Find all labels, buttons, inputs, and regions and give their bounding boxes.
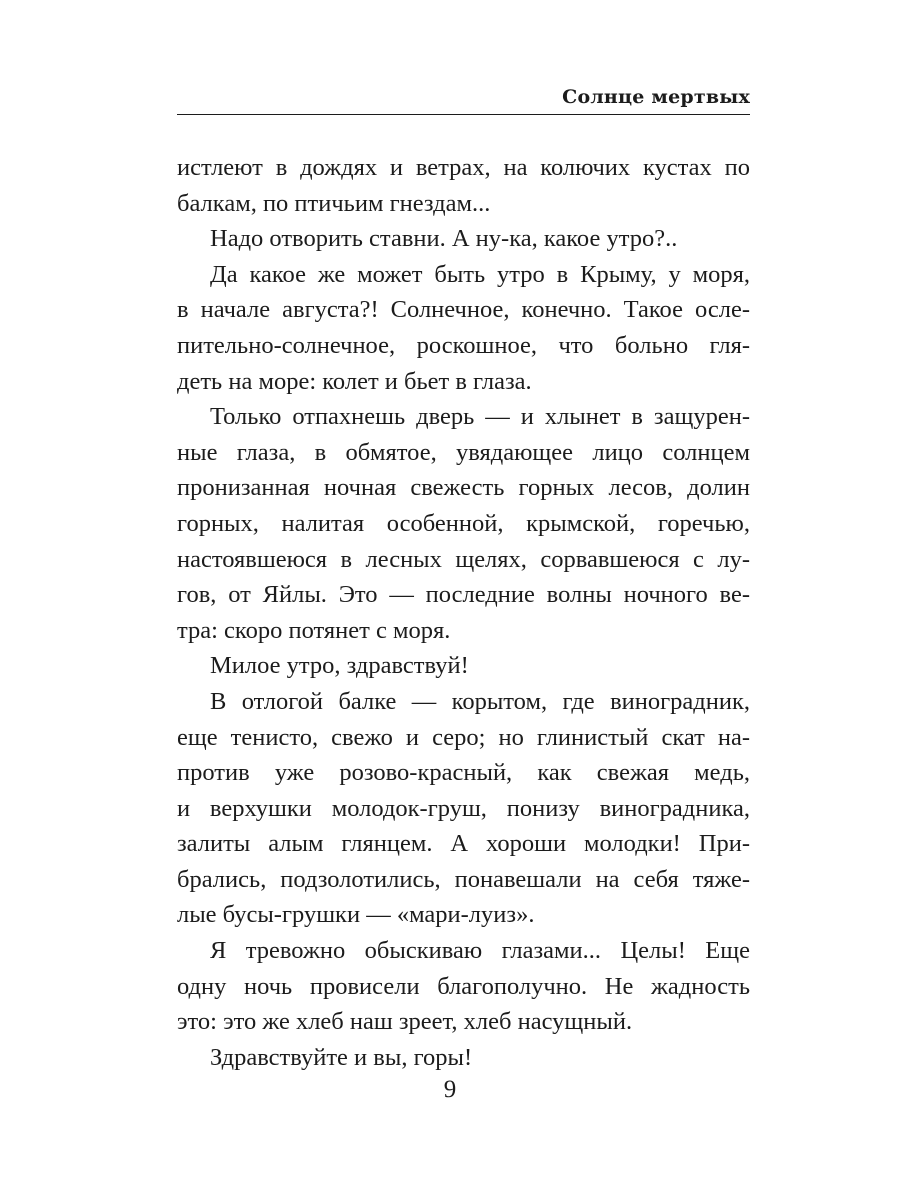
page-number: 9 xyxy=(443,1076,457,1103)
text-line: истлеют в дождях и ветрах, на колючих кустах по xyxy=(177,154,750,181)
text-line: тра: скоро потянет с моря. xyxy=(177,616,451,644)
text-line: Милое утро, здравствуй! xyxy=(210,652,469,680)
text-line: еще тенисто, свежо и серо; но глинистый скат на- xyxy=(177,723,750,751)
text-line: пронизанная ночная свежесть горных лесов, долин xyxy=(177,474,750,502)
text-line: деть на море: колет и бьет в глаза. xyxy=(177,367,532,395)
text-line: лые бусы-грушки — «мари-луиз». xyxy=(177,901,535,929)
text-line: одну ночь провисели благополучно. Не жадность xyxy=(177,972,750,1000)
text-line: против уже розово-красный, как свежая медь, xyxy=(177,759,750,787)
text-line: Я тревожно обыскиваю глазами... Целы! Еще xyxy=(210,937,750,965)
text-line: балкам, по птичьим гнездам... xyxy=(177,189,491,217)
text-line: гов, от Яйлы. Это — последние волны ночного ве- xyxy=(177,581,750,609)
text-line: и верхушки молодок-груш, понизу виноградника, xyxy=(177,794,750,822)
text-line: Только отпахнешь дверь — и хлынет в защурен- xyxy=(210,403,750,431)
text-line: брались, подзолотились, понавешали на себя тяже- xyxy=(177,865,750,893)
running-head: Солнце мертвых xyxy=(562,86,750,108)
text-line: настоявшеюся в лесных щелях, сорвавшеюся с лу- xyxy=(177,545,750,573)
text-line: горных, налитая особенной, крымской, горечью, xyxy=(177,509,750,537)
text-line: Надо отворить ставни. А ну-ка, какое утро?.. xyxy=(210,225,678,253)
text-line: Здравствуйте и вы, горы! xyxy=(210,1043,473,1071)
text-line: залиты алым глянцем. А хороши молодки! При- xyxy=(177,830,750,858)
text-line: это: это же хлеб наш зреет, хлеб насущный. xyxy=(177,1008,633,1036)
text-line: ные глаза, в обмятое, увядающее лицо солнцем xyxy=(177,438,750,466)
text-line: Да какое же может быть утро в Крыму, у моря, xyxy=(210,260,750,288)
text-line: В отлогой балке — корытом, где виноградник, xyxy=(210,687,750,715)
header-rule xyxy=(177,114,750,115)
text-line: пительно-солнечное, роскошное, что больно гля- xyxy=(177,331,750,359)
body-text xyxy=(177,150,750,1075)
text-line: в начале августа?! Солнечное, конечно. Такое осле- xyxy=(177,296,750,324)
